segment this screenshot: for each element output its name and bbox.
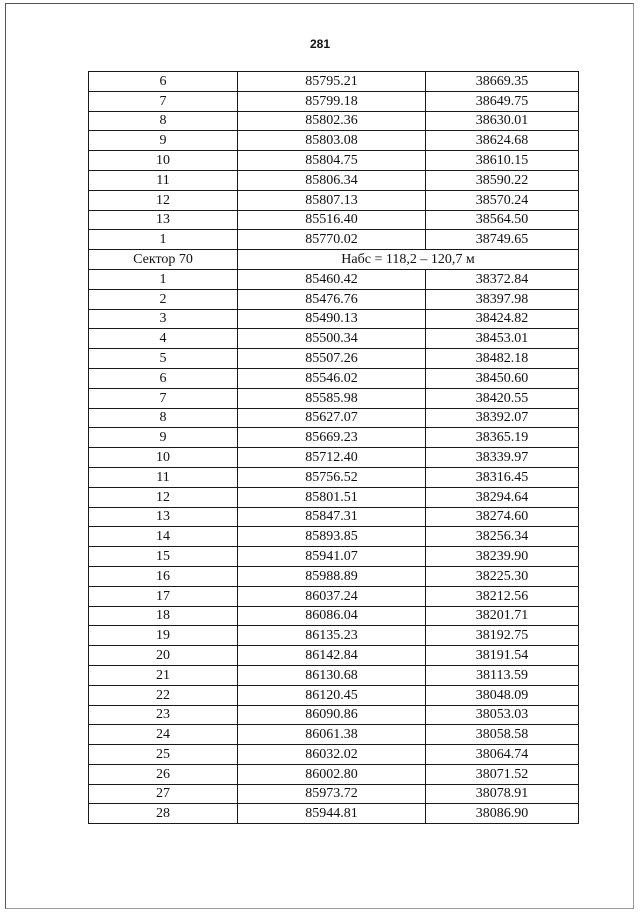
table-row — [89, 685, 579, 705]
x-coordinate-cell: 85795.21 — [238, 72, 426, 92]
point-number-cell: 11 — [89, 170, 238, 190]
point-number-cell: 10 — [89, 448, 238, 468]
x-coordinate-cell: 85801.51 — [238, 487, 426, 507]
point-number-cell: 8 — [89, 111, 238, 131]
y-coordinate-cell: 38610.15 — [426, 151, 579, 171]
table-row — [89, 289, 579, 309]
y-coordinate-cell: 38225.30 — [426, 566, 579, 586]
table-row — [89, 131, 579, 151]
y-coordinate-cell: 38564.50 — [426, 210, 579, 230]
sector-elevation: Набс = 118,2 – 120,7 м — [238, 250, 579, 270]
point-number-cell: 6 — [89, 72, 238, 92]
x-coordinate-cell: 85756.52 — [238, 467, 426, 487]
table-row — [89, 586, 579, 606]
y-coordinate-cell: 38453.01 — [426, 329, 579, 349]
y-coordinate-cell: 38392.07 — [426, 408, 579, 428]
coordinates-table — [88, 71, 579, 824]
y-coordinate-cell: 38669.35 — [426, 72, 579, 92]
x-coordinate-cell: 85988.89 — [238, 566, 426, 586]
y-coordinate-cell: 38482.18 — [426, 349, 579, 369]
point-number-cell: 24 — [89, 725, 238, 745]
table-row — [89, 467, 579, 487]
x-coordinate-cell: 85669.23 — [238, 428, 426, 448]
y-coordinate-cell: 38071.52 — [426, 764, 579, 784]
table-row — [89, 428, 579, 448]
x-coordinate-cell: 85500.34 — [238, 329, 426, 349]
x-coordinate-cell: 85712.40 — [238, 448, 426, 468]
x-coordinate-cell: 86120.45 — [238, 685, 426, 705]
point-number-cell: 27 — [89, 784, 238, 804]
x-coordinate-cell: 85770.02 — [238, 230, 426, 250]
table-row — [89, 230, 579, 250]
table-row — [89, 309, 579, 329]
x-coordinate-cell: 86130.68 — [238, 665, 426, 685]
point-number-cell: 18 — [89, 606, 238, 626]
point-number-cell: 28 — [89, 804, 238, 824]
point-number-cell: 14 — [89, 527, 238, 547]
x-coordinate-cell: 85802.36 — [238, 111, 426, 131]
y-coordinate-cell: 38274.60 — [426, 507, 579, 527]
table-row — [89, 547, 579, 567]
x-coordinate-cell: 85516.40 — [238, 210, 426, 230]
y-coordinate-cell: 38048.09 — [426, 685, 579, 705]
table-row — [89, 606, 579, 626]
y-coordinate-cell: 38590.22 — [426, 170, 579, 190]
table-row — [89, 349, 579, 369]
point-number-cell: 4 — [89, 329, 238, 349]
point-number-cell: 10 — [89, 151, 238, 171]
point-number-cell: 15 — [89, 547, 238, 567]
point-number-cell: 3 — [89, 309, 238, 329]
table-row — [89, 764, 579, 784]
y-coordinate-cell: 38749.65 — [426, 230, 579, 250]
table-row — [89, 507, 579, 527]
y-coordinate-cell: 38053.03 — [426, 705, 579, 725]
y-coordinate-cell: 38294.64 — [426, 487, 579, 507]
y-coordinate-cell: 38058.58 — [426, 725, 579, 745]
x-coordinate-cell: 86032.02 — [238, 745, 426, 765]
x-coordinate-cell: 86090.86 — [238, 705, 426, 725]
page-number: 281 — [309, 37, 331, 51]
x-coordinate-cell: 85807.13 — [238, 190, 426, 210]
point-number-cell: 2 — [89, 289, 238, 309]
table-row — [89, 725, 579, 745]
y-coordinate-cell: 38113.59 — [426, 665, 579, 685]
y-coordinate-cell: 38212.56 — [426, 586, 579, 606]
y-coordinate-cell: 38201.71 — [426, 606, 579, 626]
table-row — [89, 72, 579, 92]
point-number-cell: 22 — [89, 685, 238, 705]
y-coordinate-cell: 38316.45 — [426, 467, 579, 487]
x-coordinate-cell: 85973.72 — [238, 784, 426, 804]
x-coordinate-cell: 86142.84 — [238, 646, 426, 666]
point-number-cell: 8 — [89, 408, 238, 428]
y-coordinate-cell: 38450.60 — [426, 368, 579, 388]
x-coordinate-cell: 85944.81 — [238, 804, 426, 824]
table-row — [89, 368, 579, 388]
table-row — [89, 329, 579, 349]
point-number-cell: 7 — [89, 388, 238, 408]
x-coordinate-cell: 86002.80 — [238, 764, 426, 784]
table-row — [89, 388, 579, 408]
point-number-cell: 21 — [89, 665, 238, 685]
x-coordinate-cell: 86061.38 — [238, 725, 426, 745]
table-row — [89, 170, 579, 190]
table-row — [89, 210, 579, 230]
point-number-cell: 6 — [89, 368, 238, 388]
x-coordinate-cell: 85546.02 — [238, 368, 426, 388]
y-coordinate-cell: 38339.97 — [426, 448, 579, 468]
x-coordinate-cell: 85799.18 — [238, 91, 426, 111]
table-row — [89, 804, 579, 824]
x-coordinate-cell: 86086.04 — [238, 606, 426, 626]
table-row — [89, 784, 579, 804]
y-coordinate-cell: 38649.75 — [426, 91, 579, 111]
point-number-cell: 7 — [89, 91, 238, 111]
x-coordinate-cell: 85585.98 — [238, 388, 426, 408]
table-row — [89, 111, 579, 131]
point-number-cell: 16 — [89, 566, 238, 586]
point-number-cell: 12 — [89, 190, 238, 210]
y-coordinate-cell: 38624.68 — [426, 131, 579, 151]
sector-label: Сектор 70 — [89, 250, 238, 270]
y-coordinate-cell: 38192.75 — [426, 626, 579, 646]
y-coordinate-cell: 38064.74 — [426, 745, 579, 765]
sector-header-row — [89, 250, 579, 270]
y-coordinate-cell: 38397.98 — [426, 289, 579, 309]
table-row — [89, 408, 579, 428]
coordinates-table-body — [89, 72, 579, 824]
x-coordinate-cell: 85476.76 — [238, 289, 426, 309]
y-coordinate-cell: 38424.82 — [426, 309, 579, 329]
y-coordinate-cell: 38239.90 — [426, 547, 579, 567]
point-number-cell: 17 — [89, 586, 238, 606]
x-coordinate-cell: 85627.07 — [238, 408, 426, 428]
table-row — [89, 487, 579, 507]
point-number-cell: 11 — [89, 467, 238, 487]
table-row — [89, 665, 579, 685]
table-row — [89, 151, 579, 171]
point-number-cell: 9 — [89, 131, 238, 151]
point-number-cell: 26 — [89, 764, 238, 784]
point-number-cell: 1 — [89, 230, 238, 250]
x-coordinate-cell: 86037.24 — [238, 586, 426, 606]
point-number-cell: 19 — [89, 626, 238, 646]
y-coordinate-cell: 38570.24 — [426, 190, 579, 210]
y-coordinate-cell: 38256.34 — [426, 527, 579, 547]
x-coordinate-cell: 85941.07 — [238, 547, 426, 567]
table-row — [89, 91, 579, 111]
x-coordinate-cell: 85507.26 — [238, 349, 426, 369]
y-coordinate-cell: 38078.91 — [426, 784, 579, 804]
y-coordinate-cell: 38630.01 — [426, 111, 579, 131]
point-number-cell: 1 — [89, 269, 238, 289]
table-row — [89, 448, 579, 468]
y-coordinate-cell: 38086.90 — [426, 804, 579, 824]
point-number-cell: 9 — [89, 428, 238, 448]
table-row — [89, 626, 579, 646]
y-coordinate-cell: 38365.19 — [426, 428, 579, 448]
y-coordinate-cell: 38191.54 — [426, 646, 579, 666]
x-coordinate-cell: 85804.75 — [238, 151, 426, 171]
table-row — [89, 745, 579, 765]
table-row — [89, 269, 579, 289]
point-number-cell: 12 — [89, 487, 238, 507]
x-coordinate-cell: 85803.08 — [238, 131, 426, 151]
y-coordinate-cell: 38420.55 — [426, 388, 579, 408]
x-coordinate-cell: 85806.34 — [238, 170, 426, 190]
point-number-cell: 13 — [89, 210, 238, 230]
table-row — [89, 705, 579, 725]
x-coordinate-cell: 85460.42 — [238, 269, 426, 289]
point-number-cell: 20 — [89, 646, 238, 666]
point-number-cell: 5 — [89, 349, 238, 369]
table-row — [89, 527, 579, 547]
table-row — [89, 566, 579, 586]
x-coordinate-cell: 85893.85 — [238, 527, 426, 547]
y-coordinate-cell: 38372.84 — [426, 269, 579, 289]
x-coordinate-cell: 86135.23 — [238, 626, 426, 646]
point-number-cell: 13 — [89, 507, 238, 527]
x-coordinate-cell: 85490.13 — [238, 309, 426, 329]
point-number-cell: 25 — [89, 745, 238, 765]
x-coordinate-cell: 85847.31 — [238, 507, 426, 527]
table-row — [89, 190, 579, 210]
table-row — [89, 646, 579, 666]
point-number-cell: 23 — [89, 705, 238, 725]
